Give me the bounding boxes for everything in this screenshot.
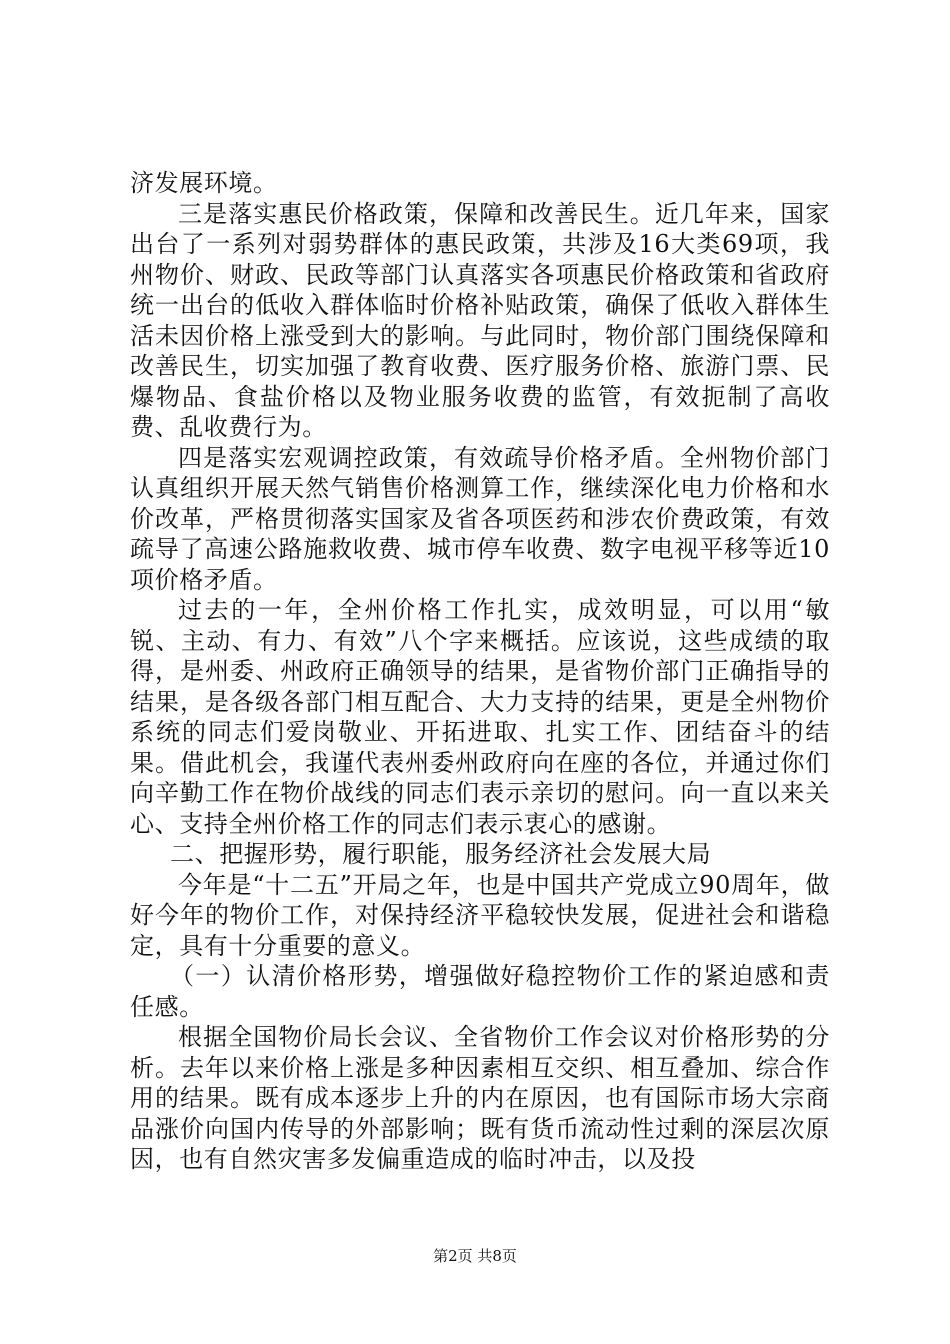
paragraph-this-year: 今年是“十二五”开局之年，也是中国共产党成立90周年，做好今年的物价工作，对保持经济平稳较快发展，促进社会和谐稳定，具有十分重要的意义。 — [130, 870, 830, 960]
section-heading-two: 二、把握形势，履行职能，服务经济社会发展大局 — [170, 840, 712, 868]
subsection-heading-one: （一）认清价格形势，增强做好稳控物价工作的紧迫感和责任感。 — [130, 962, 830, 1021]
document-body — [130, 168, 830, 1175]
page-footer — [0, 1245, 950, 1266]
page-number: 第2页 共8页 — [433, 1247, 517, 1265]
paragraph-continuation: 济发展环境。 — [130, 169, 278, 197]
paragraph-fourth-point: 四是落实宏观调控政策，有效疏导价格矛盾。全州物价部门认真组织开展天然气销售价格测算工作，继续深化电力价格和水价改革，严格贯彻落实国家及省各项医药和涉农价费政策，有效疏导了高速公路施救收费、城市停车收费、数字电视平移等近10项价格矛盾。 — [130, 443, 830, 594]
paragraph-third-point: 三是落实惠民价格政策，保障和改善民生。近几年来，国家出台了一系列对弱势群体的惠民政策，共涉及16大类69项，我州物价、财政、民政等部门认真落实各项惠民价格政策和省政府统一出台的低收入群体临时价格补贴政策，确保了低收入群体生活未因价格上涨受到大的影响。与此同时，物价部门围绕保障和改善民生，切实加强了教育收费、医疗服务价格、旅游门票、民爆物品、食盐价格以及物业服务收费的监管，有效扼制了高收费、乱收费行为。 — [130, 199, 830, 441]
paragraph-price-analysis: 根据全国物价局长会议、全省物价工作会议对价格形势的分析。去年以来价格上涨是多种因素相互交织、相互叠加、综合作用的结果。既有成本逐步上升的内在原因，也有国际市场大宗商品涨价向国内传导的外部影响；既有货币流动性过剩的深层次原因，也有自然灾害多发偏重造成的临时冲击，以及投 — [130, 1023, 830, 1173]
paragraph-summary: 过去的一年，全州价格工作扎实，成效明显，可以用“敏锐、主动、有力、有效”八个字来概括。应该说，这些成绩的取得，是州委、州政府正确领导的结果，是省物价部门正确指导的结果，是各级各部门相互配合、大力支持的结果，更是全州物价系统的同志们爱岗敬业、开拓进取、扎实工作、团结奋斗的结果。借此机会，我谨代表州委州政府向在座的各位，并通过你们向辛勤工作在物价战线的同志们表示亲切的慰问。向一直以来关心、支持全州价格工作的同志们表示衷心的感谢。 — [130, 596, 830, 838]
